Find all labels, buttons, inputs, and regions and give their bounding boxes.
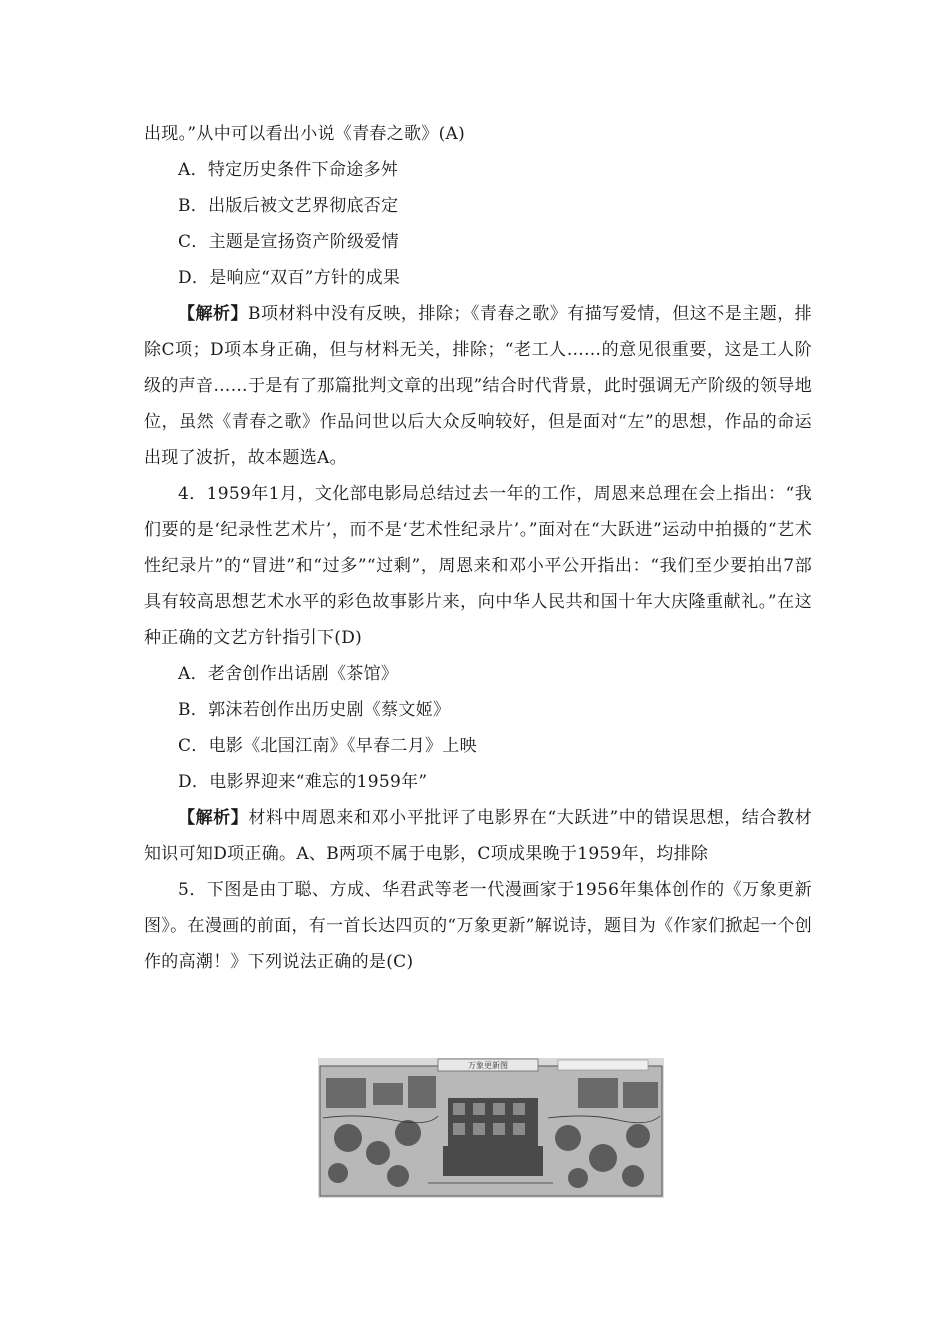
cartoon-panorama-image: [318, 1058, 664, 1198]
q3-option-b: B．出版后被文艺界彻底否定: [178, 196, 399, 216]
q4-analysis-text: 材料中周恩来和邓小平批评了电影界在“大跃进”中的错误思想，结合教材知识可知D项正确。A、B两项不属于电影，C项成果晚于1959年，均排除: [144, 808, 813, 864]
analysis-tag: 【解析】: [178, 808, 249, 828]
q5-stem: 5．下图是由丁聪、方成、华君武等老一代漫画家于1956年集体创作的《万象更新图》。在漫画的前面，有一首长达四页的“万象更新”解说诗，题目为《作家们掀起一个创作的高潮！》下列说法正确的是(C): [144, 880, 812, 972]
q3-option-d: D．是响应“双百”方针的成果: [178, 268, 401, 288]
q3-option-a: A．特定历史条件下命途多舛: [178, 160, 399, 180]
figure-title: 万象更新图: [468, 1061, 508, 1070]
q4-analysis: [144, 800, 812, 872]
q4-option-c: C．电影《北国江南》《早春二月》上映: [178, 736, 477, 756]
q3-stem-tail: 出现。”从中可以看出小说《青春之歌》(A): [144, 124, 466, 144]
q4-option-b: B．郭沫若创作出历史剧《蔡文姬》: [178, 700, 451, 720]
q4-option-d: D．电影界迎来“难忘的1959年”: [178, 772, 428, 792]
q3-analysis: [144, 296, 812, 476]
analysis-tag: 【解析】: [178, 304, 248, 324]
q3-option-c: C．主题是宣扬资产阶级爱情: [178, 232, 399, 252]
q4-option-a: A．老舍创作出话剧《茶馆》: [178, 664, 399, 684]
q3-analysis-text: B项材料中没有反映，排除；《青春之歌》有描写爱情，但这不是主题，排除C项；D项本身正确，但与材料无关，排除；“老工人……的意见很重要，这是工人阶级的声音……于是有了那篇批判文章的出现”结合时代背景，此时强调无产阶级的领导地位，虽然《青春之歌》作品问世以后大众反响较好，但是面对“左”的思想，作品的命运出现了波折，故本题选A。: [144, 304, 812, 468]
question-content: [144, 116, 812, 980]
q4-stem: 4．1959年1月，文化部电影局总结过去一年的工作，周恩来总理在会上指出：“我们要的是‘纪录性艺术片’，而不是‘艺术性纪录片’。”面对在“大跃进”运动中拍摄的“艺术性纪录片”的“冒进”和“过多”“过剩”，周恩来和邓小平公开指出：“我们至少要拍出7部具有较高思想艺术水平的彩色故事影片来，向中华人民共和国十年大庆隆重献礼。”在这种正确的文艺方针指引下(D): [144, 484, 812, 648]
